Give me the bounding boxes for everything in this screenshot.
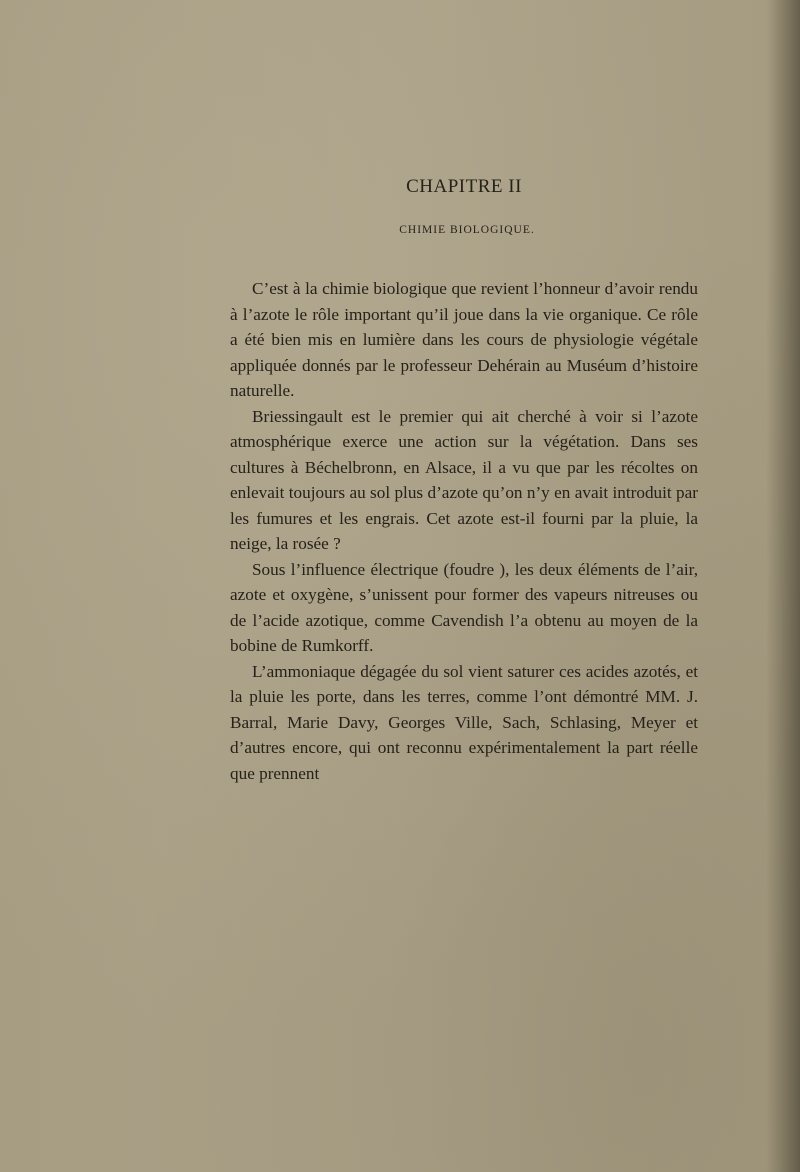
page-text-block [230, 170, 698, 786]
paragraph: Briessingault est le premier qui ait cherché à voir si l’azote atmosphérique exerce une action sur la végétation. Dans ses cultures à Béchelbronn, en Alsace, il a vu que par les récoltes on enlevait toujours au sol plus d’azote qu’on n’y en avait introduit par les fumures et les engrais. Cet azote est-il fourni par la pluie, la neige, la rosée ? [230, 406, 698, 553]
page-edge-shadow [766, 0, 800, 1172]
body-text [230, 276, 698, 786]
section-title: CHIMIE BIOLOGIQUE. [399, 224, 535, 236]
chapter-title: CHAPITRE II [406, 176, 522, 197]
paragraph: C’est à la chimie biologique que revient l’honneur d’avoir rendu à l’azote le rôle important qu’il joue dans la vie organique. Ce rôle a été bien mis en lumière dans les cours de physiologie végétale appliquée donnés par le professeur Dehérain au Muséum d’histoire naturelle. [230, 279, 698, 400]
paragraph: Sous l’influence électrique (foudre ), les deux éléments de l’air, azote et oxygène, s’unissent pour former des vapeurs nitreuses ou de l’acide azotique, comme Cavendish l’a obtenu au moyen de la bobine de Rumkorff. [230, 559, 698, 655]
paragraph: L’ammoniaque dégagée du sol vient saturer ces acides azotés, et la pluie les porte, dans les terres, comme l’ont démontré MM. J. Barral, Marie Davy, Georges Ville, Sach, Schlasing, Meyer et d’autres encore, qui ont reconnu expérimentalement la part réelle que prennent [230, 661, 698, 783]
